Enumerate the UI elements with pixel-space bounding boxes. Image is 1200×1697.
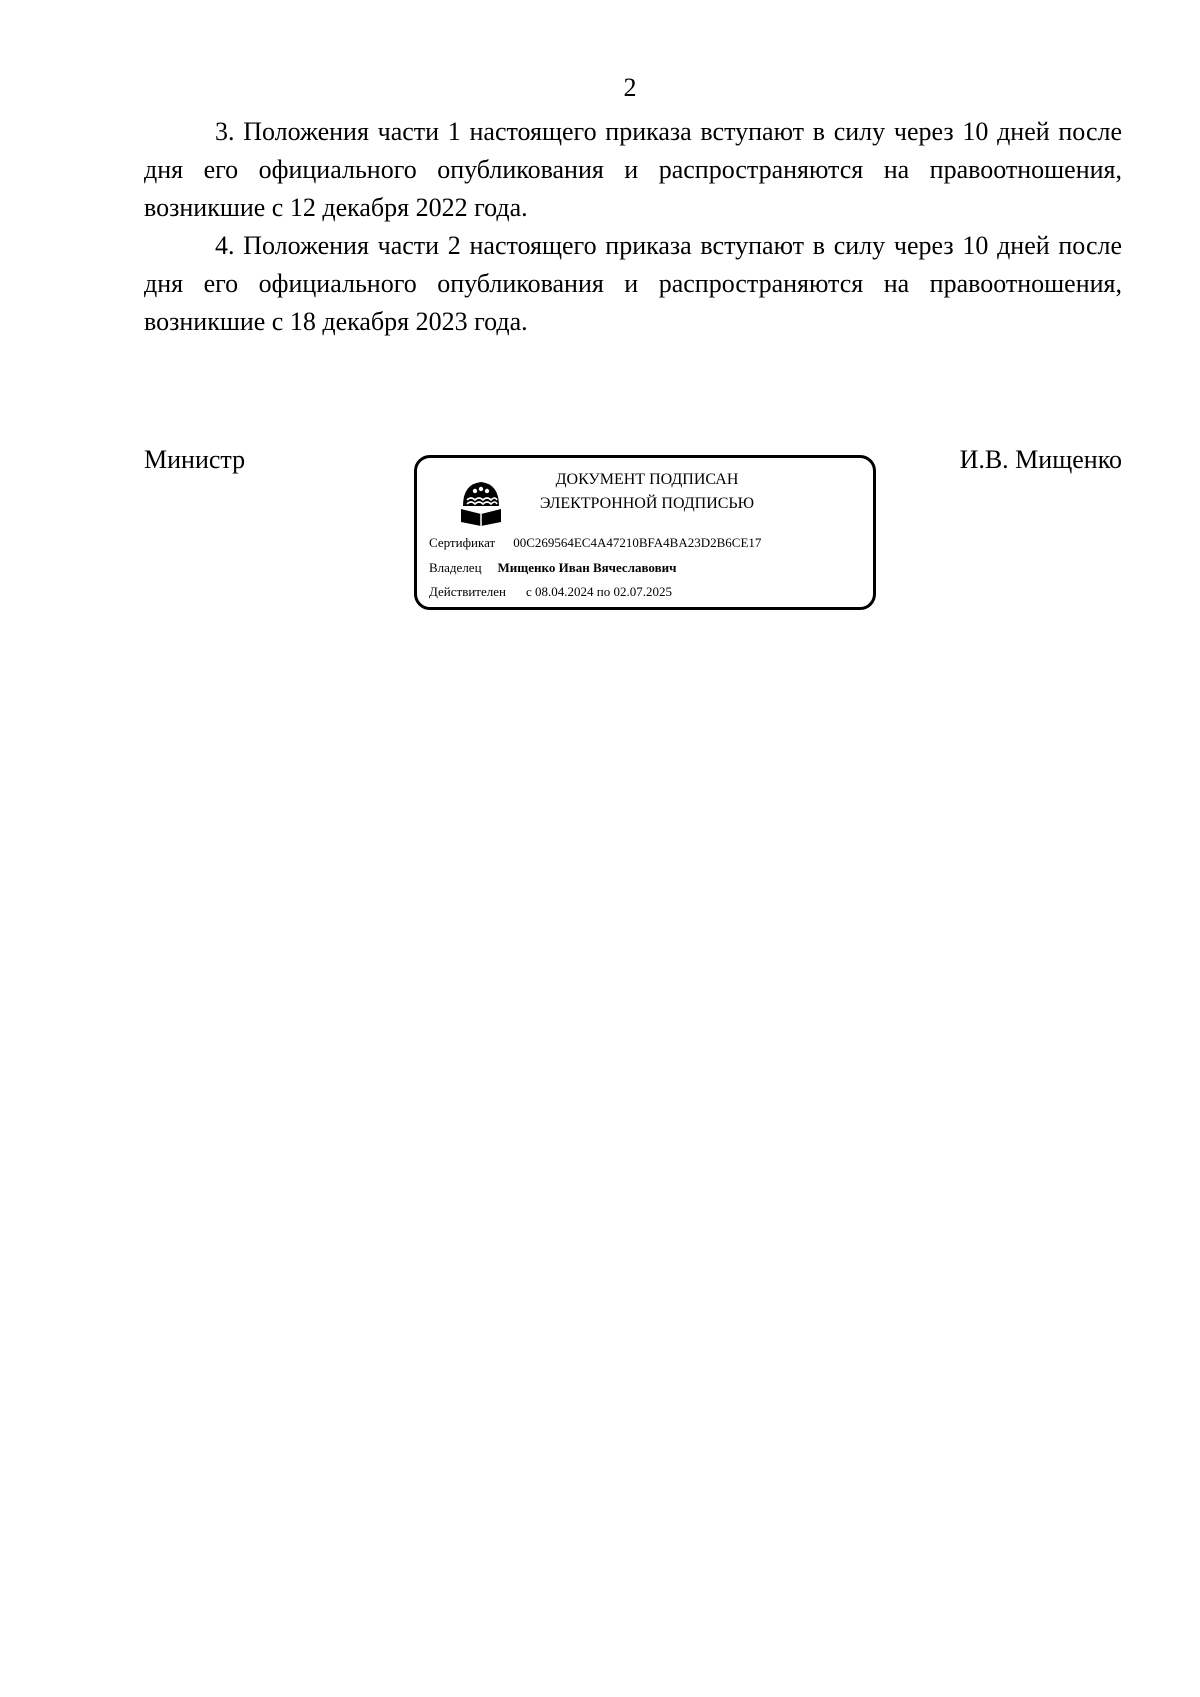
- document-body: [144, 113, 1122, 341]
- electronic-signature-stamp: [414, 455, 876, 610]
- certificate-value: 00C269564EC4A47210BFA4BA23D2B6CE17: [513, 535, 762, 550]
- validity-label: Действителен: [429, 584, 506, 599]
- stamp-title: [517, 468, 777, 516]
- validity-value: с 08.04.2024 по 02.07.2025: [525, 584, 672, 599]
- owner-row: [429, 559, 676, 577]
- signatory-name: И.В. Мищенко: [959, 445, 1122, 474]
- stamp-title-line-2: ЭЛЕКТРОННОЙ ПОДПИСЬЮ: [539, 495, 755, 512]
- validity-row: [429, 583, 672, 601]
- owner-label: Владелец: [429, 560, 482, 575]
- paragraph-4: 4. Положения части 2 настоящего приказа вступают в силу через 10 дней после дня его официального опубликования и распространяются на правоотношения, возникшие с 18 декабря 2023 года.: [144, 231, 1122, 336]
- coat-of-arms-icon: [455, 476, 507, 528]
- certificate-label: Сертификат: [429, 535, 496, 550]
- paragraph-3: 3. Положения части 1 настоящего приказа вступают в силу через 10 дней после дня его официального опубликования и распространяются на правоотношения, возникшие с 12 декабря 2022 года.: [144, 117, 1122, 222]
- certificate-row: [429, 534, 761, 552]
- page-number: 2: [623, 73, 637, 102]
- owner-value: Мищенко Иван Вячеславович: [497, 560, 677, 575]
- stamp-title-line-1: ДОКУМЕНТ ПОДПИСАН: [555, 471, 739, 488]
- signatory-position: Министр: [144, 445, 246, 474]
